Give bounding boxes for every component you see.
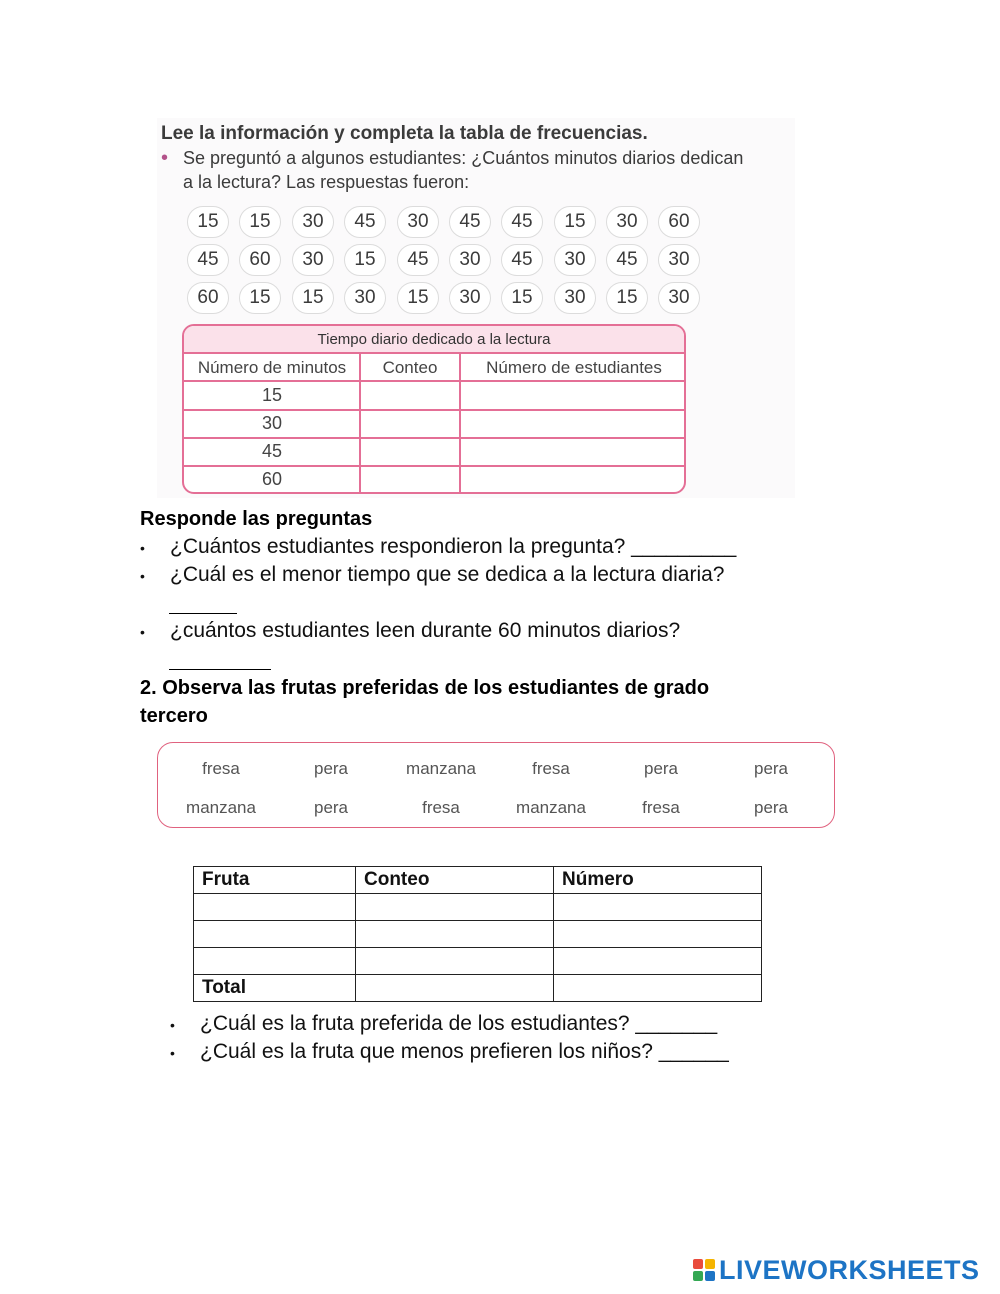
count-cell[interactable] (356, 921, 554, 948)
header-minutes: Número de minutos (184, 354, 360, 382)
logo-grid-icon (693, 1259, 715, 1281)
responses-row-3 (187, 282, 707, 316)
response-pill: 30 (292, 244, 334, 276)
answer-blank-3[interactable] (169, 669, 271, 670)
fruit-word: pera (753, 798, 789, 817)
response-pill: 30 (397, 206, 439, 238)
bullet-icon: • (140, 624, 145, 640)
logo-square (705, 1271, 715, 1281)
number-cell[interactable] (554, 921, 762, 948)
response-pill: 45 (187, 244, 229, 276)
response-pill: 60 (187, 282, 229, 314)
count-cell[interactable] (356, 894, 554, 921)
exercise-title: Lee la información y completa la tabla de frecuencias. (161, 123, 648, 144)
fruit-cell[interactable] (194, 921, 356, 948)
fruit-word: manzana (406, 759, 476, 778)
header-students: Número de estudiantes (460, 354, 686, 382)
response-pill: 15 (397, 282, 439, 314)
table-row (194, 921, 762, 948)
answer-blank-2[interactable] (169, 613, 237, 614)
response-pill: 15 (344, 244, 386, 276)
response-pill: 45 (606, 244, 648, 276)
table-total-row (194, 975, 762, 1002)
bullet-icon: • (161, 147, 169, 169)
fruit-cell[interactable] (194, 948, 356, 975)
bullet-icon: • (140, 540, 145, 556)
table-row (194, 894, 762, 921)
responses-row-1 (187, 206, 707, 240)
fruit-word: pera (313, 759, 349, 778)
fruit-word: manzana (186, 798, 256, 817)
minutes-cell: 30 (261, 413, 283, 433)
fruit-word: fresa (422, 798, 460, 817)
question-5-text: ¿Cuál es la fruta que menos prefieren los niños? ______ (200, 1040, 729, 1063)
bullet-icon: • (170, 1045, 175, 1061)
response-pill: 45 (344, 206, 386, 238)
section2-heading-line2: tercero (140, 705, 208, 727)
bullet-icon: • (140, 568, 145, 584)
response-pill: 30 (606, 206, 648, 238)
response-pill: 15 (606, 282, 648, 314)
table-header-row (194, 867, 762, 894)
question-2-text: ¿Cuál es el menor tiempo que se dedica a la lectura diaria? (170, 563, 725, 586)
total-label: Total (194, 975, 356, 1002)
response-pill: 30 (344, 282, 386, 314)
frequency-table-caption: Tiempo diario dedicado a la lectura (184, 326, 684, 354)
fruit-word: fresa (642, 798, 680, 817)
fruit-word: manzana (516, 798, 586, 817)
response-pill: 15 (239, 206, 281, 238)
minutes-cell: 15 (261, 385, 283, 405)
question-1-text: ¿Cuántos estudiantes respondieron la pregunta? _________ (170, 535, 737, 558)
response-pill: 45 (501, 206, 543, 238)
response-pill: 15 (187, 206, 229, 238)
fruit-word: fresa (532, 759, 570, 778)
logo-square (705, 1259, 715, 1269)
count-cell[interactable] (356, 948, 554, 975)
response-pill: 30 (658, 282, 700, 314)
minutes-cell: 45 (261, 441, 283, 461)
total-number-cell[interactable] (554, 975, 762, 1002)
response-pill: 30 (554, 244, 596, 276)
response-pill: 15 (554, 206, 596, 238)
number-cell[interactable] (554, 894, 762, 921)
fruit-word: fresa (202, 759, 240, 778)
bullet-icon: • (170, 1017, 175, 1033)
minutes-cell: 60 (261, 469, 283, 489)
number-cell[interactable] (554, 948, 762, 975)
logo-square (693, 1271, 703, 1281)
response-pill: 30 (292, 206, 334, 238)
response-pill: 30 (658, 244, 700, 276)
fruit-word: pera (313, 798, 349, 817)
responses-row-2 (187, 244, 707, 278)
fruit-word: pera (753, 759, 789, 778)
fruit-cell[interactable] (194, 894, 356, 921)
exercise-text-line-1: Se preguntó a algunos estudiantes: ¿Cuántos minutos diarios dedican (183, 148, 744, 168)
fruits-box (157, 742, 835, 828)
header-fruit: Fruta (194, 867, 356, 894)
question-3-text: ¿cuántos estudiantes leen durante 60 minutos diarios? (170, 619, 681, 642)
logo-square (693, 1259, 703, 1269)
logo-text: LIVEWORKSHEETS (719, 1255, 980, 1285)
section1-heading: Responde las preguntas (140, 508, 373, 530)
question-4-text: ¿Cuál es la fruta preferida de los estudiantes? _______ (200, 1012, 718, 1035)
response-pill: 15 (239, 282, 281, 314)
frequency-table (182, 324, 686, 494)
fruit-frequency-table (193, 866, 762, 1002)
response-pill: 60 (239, 244, 281, 276)
header-number: Número (554, 867, 762, 894)
response-pill: 60 (658, 206, 700, 238)
column-divider (459, 354, 461, 492)
response-pill: 30 (554, 282, 596, 314)
header-count: Conteo (360, 354, 460, 382)
response-pill: 30 (449, 282, 491, 314)
response-pill: 15 (501, 282, 543, 314)
response-pill: 45 (397, 244, 439, 276)
fruit-word: pera (643, 759, 679, 778)
response-pill: 45 (449, 206, 491, 238)
section2-heading-line1: 2. Observa las frutas preferidas de los estudiantes de grado (140, 677, 710, 699)
header-count: Conteo (356, 867, 554, 894)
response-pill: 30 (449, 244, 491, 276)
exercise-text-line-2: a la lectura? Las respuestas fueron: (183, 172, 470, 192)
total-count-cell[interactable] (356, 975, 554, 1002)
table-row (194, 948, 762, 975)
response-pill: 45 (501, 244, 543, 276)
response-pill: 15 (292, 282, 334, 314)
